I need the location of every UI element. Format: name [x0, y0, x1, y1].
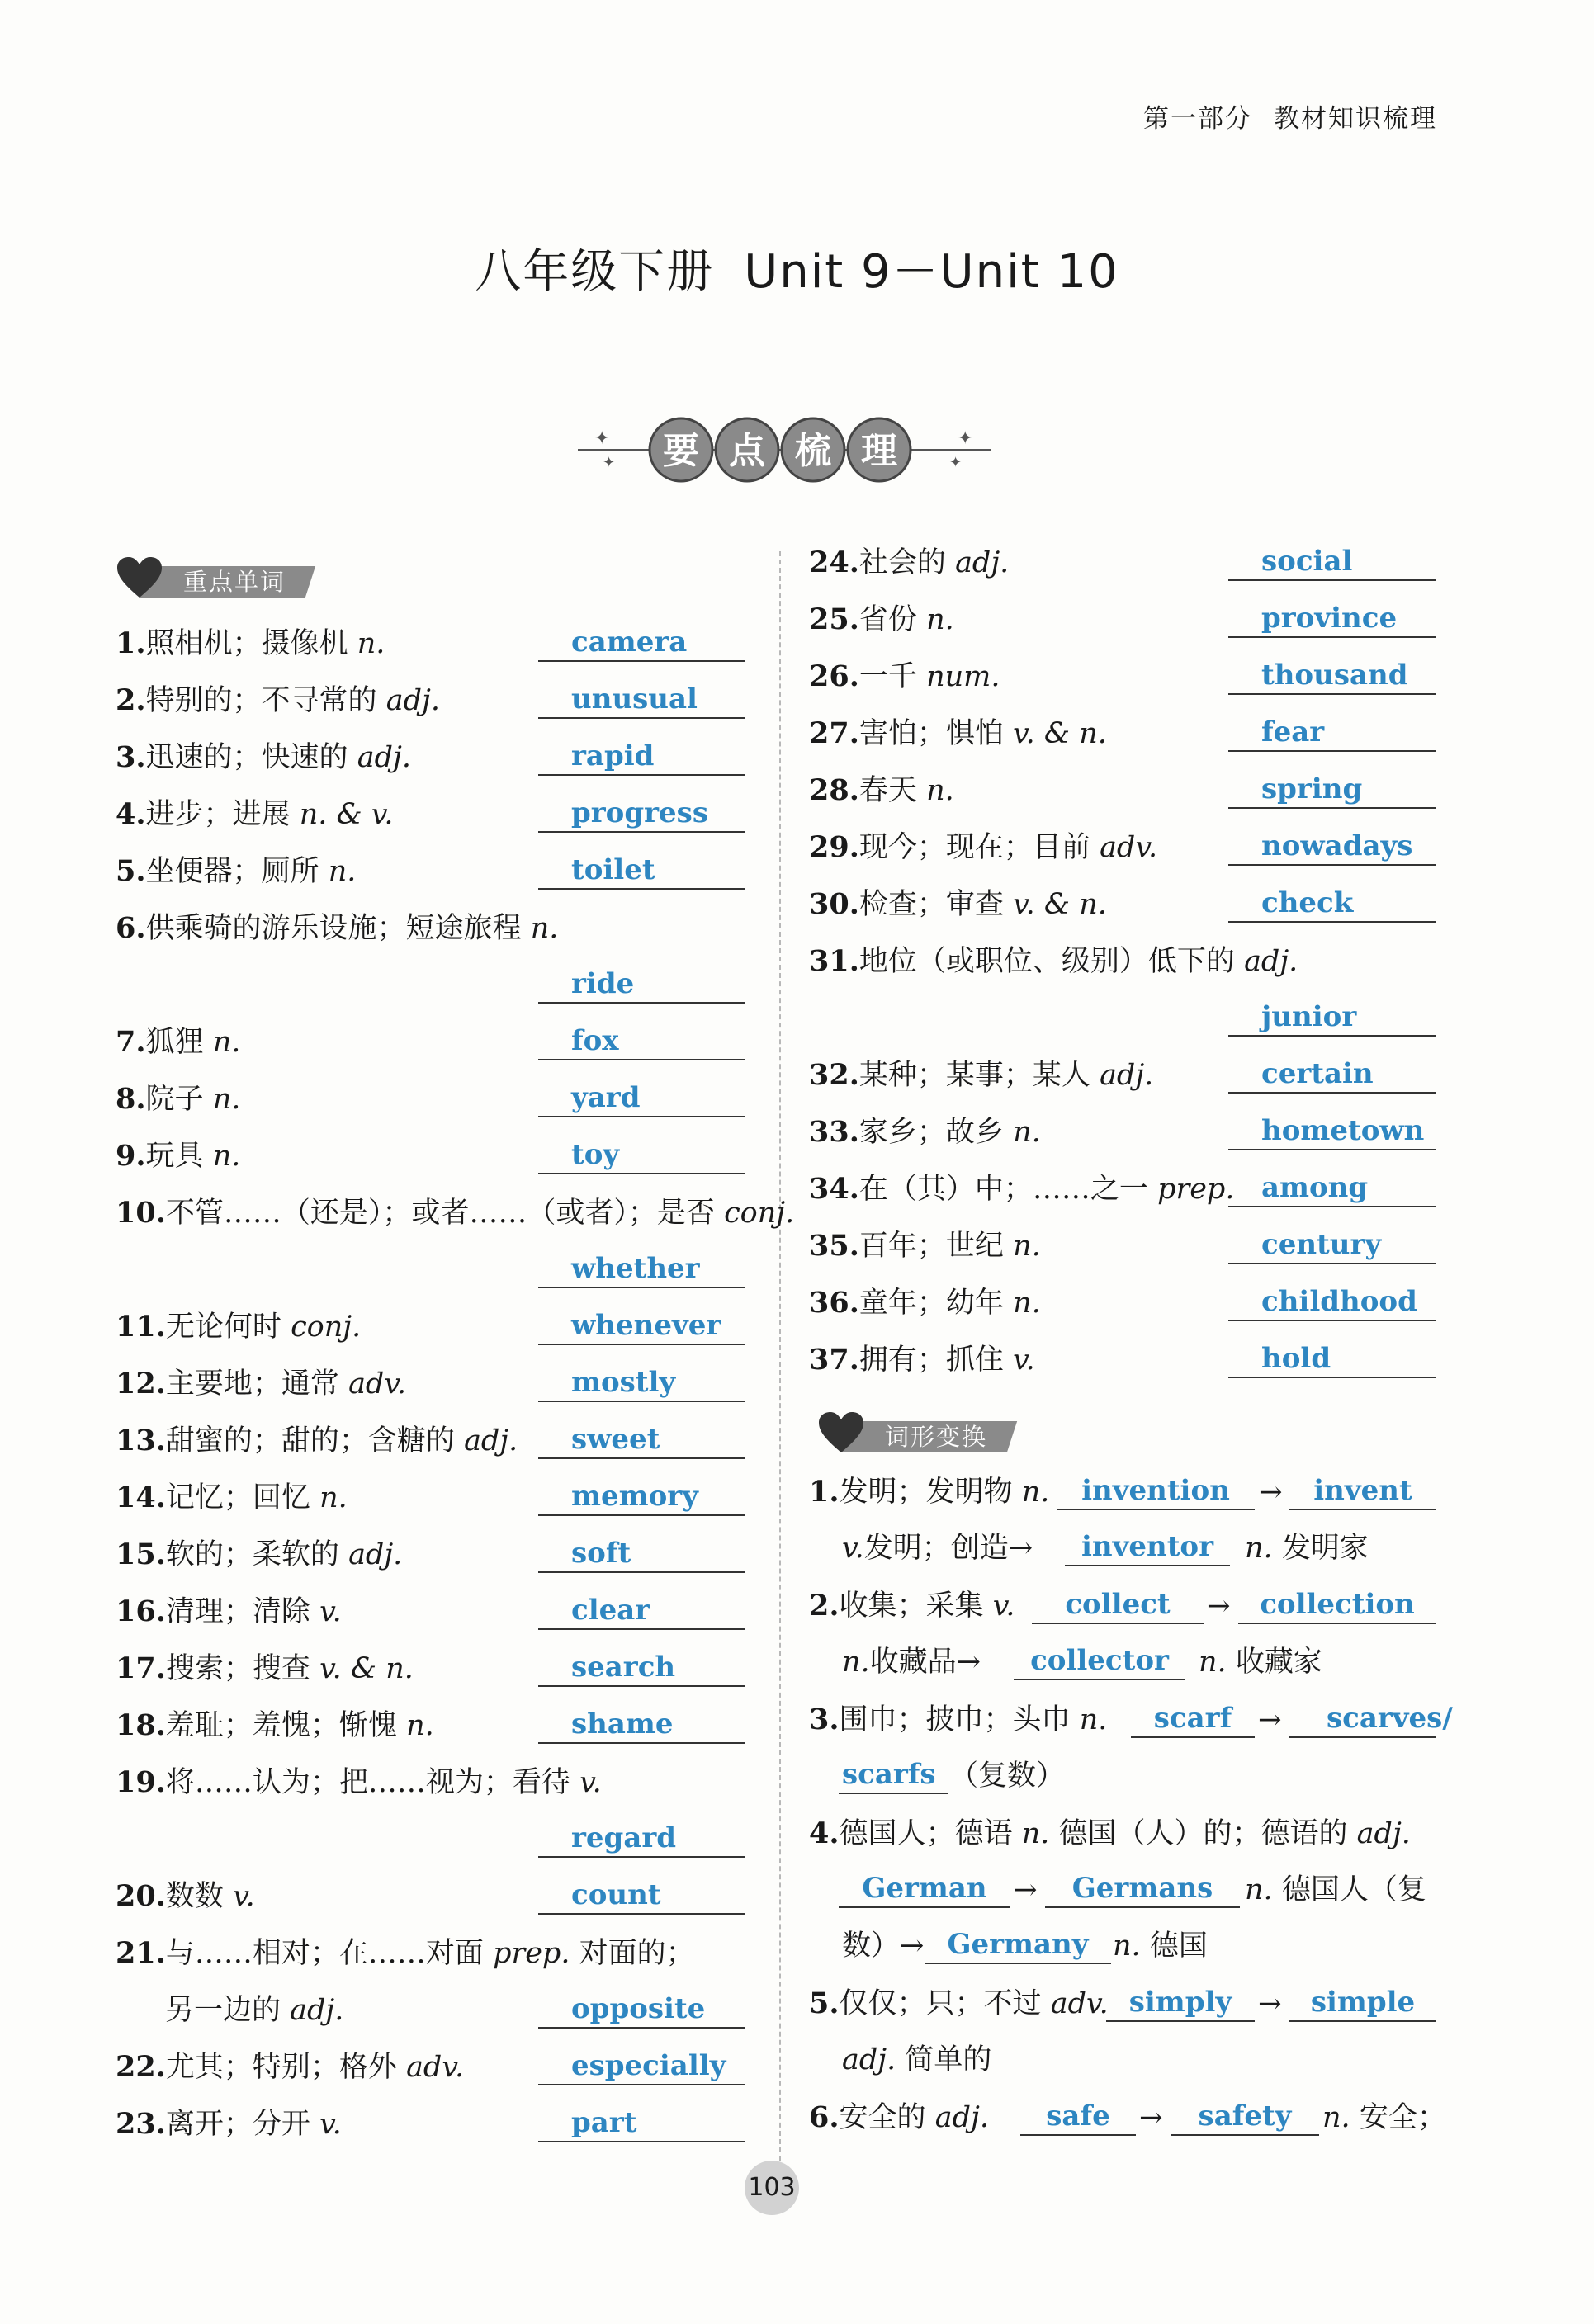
answer-blank [1228, 829, 1436, 866]
banner-char: 梳 [795, 430, 831, 472]
vocab-item [809, 943, 1298, 980]
item-pos: adj. [464, 1424, 518, 1457]
item-number: 12. [116, 1367, 166, 1401]
vocab-item [809, 1057, 1153, 1094]
answer-text: memory [571, 1480, 698, 1513]
form-4-line-2: n. 德国人（复 [1245, 1873, 1426, 1906]
item-number: 11. [116, 1310, 166, 1344]
answer-text: province [1261, 602, 1398, 635]
answer-text: among [1261, 1171, 1369, 1204]
item-number: 17. [116, 1651, 166, 1685]
item-pos: n. & v. [299, 798, 394, 831]
answer-blank [1228, 1285, 1436, 1321]
form-answer: Germans [1045, 1872, 1240, 1908]
form-answer: safety [1171, 2100, 1319, 2136]
vocab-item [116, 1309, 361, 1345]
item-chinese: 供乘骑的游乐设施；短途旅程 [145, 912, 522, 945]
vocab-item [116, 1651, 414, 1687]
vocab-item [809, 772, 954, 809]
item-chinese: 百年；世纪 [858, 1230, 1004, 1263]
item-chinese: 狐狸 [145, 1026, 204, 1059]
arrow-icon: → [1258, 1703, 1282, 1736]
arrow-icon: → [1207, 1589, 1231, 1623]
item-pos: v. & n. [1013, 717, 1107, 750]
item-number: 29. [809, 830, 859, 864]
item-chinese: 不管……（还是）；或者……（或者）；是否 [165, 1197, 715, 1230]
vocab-item [116, 1195, 794, 1231]
item-pos: v. & n. [319, 1652, 414, 1685]
vocab-item [116, 1935, 695, 1972]
arrow-icon: → [1014, 1873, 1038, 1906]
answer-text: yard [571, 1081, 641, 1114]
answer-text: junior [1261, 1000, 1357, 1033]
form-answer: collector [1014, 1644, 1185, 1680]
form-6-line-1: 6.安全的 adj. [809, 2100, 989, 2134]
vocab-item [809, 1228, 1041, 1264]
item-pos: adj. [955, 546, 1010, 579]
form-answer: collect [1032, 1588, 1204, 1624]
answer-blank [538, 853, 745, 890]
heart-icon [116, 556, 163, 599]
item-number: 22. [116, 2050, 166, 2084]
answer-text: fox [571, 1024, 619, 1057]
answer-blank [538, 1423, 745, 1459]
page-header [1122, 97, 1437, 135]
answer-text: fear [1261, 716, 1325, 749]
item-number: 2. [116, 683, 146, 717]
item-chinese: 将……认为；把……视为；看待 [165, 1766, 570, 1799]
answer-blank [538, 1878, 745, 1915]
item-chinese: 拥有；抓住 [858, 1344, 1004, 1377]
item-pos: prep. [493, 1937, 570, 1970]
item-chinese: 童年；幼年 [858, 1287, 1004, 1320]
item-chinese: 现今；现在；目前 [858, 831, 1090, 864]
answer-blank [538, 1708, 745, 1744]
vocab-item [116, 2049, 464, 2085]
item-pos: adv. [1100, 831, 1158, 864]
answer-blank [538, 1138, 745, 1174]
answer-text: shame [571, 1708, 674, 1741]
item-chinese: 玩具 [145, 1140, 204, 1173]
answer-text: progress [571, 796, 708, 829]
answer-text: rapid [571, 739, 655, 772]
vocab-item [116, 910, 558, 947]
item-pos: prep. [1157, 1173, 1235, 1206]
item-chinese: 害怕；惧怕 [858, 717, 1004, 750]
item-number: 24. [809, 546, 859, 579]
form-1-line-2b: n. 发明家 [1245, 1532, 1369, 1565]
item-number: 19. [116, 1765, 166, 1799]
answer-blank [1228, 886, 1436, 923]
item-chinese: 数数 [165, 1880, 224, 1913]
item-pos: conj. [724, 1197, 795, 1230]
answer-blank [538, 1081, 745, 1117]
vocab-item [809, 829, 1157, 866]
answer-text: clear [571, 1594, 650, 1627]
item-chinese: 特别的；不寻常的 [145, 684, 377, 717]
item-pos: adv. [406, 2051, 465, 2084]
answer-text: check [1261, 886, 1354, 919]
item-chinese: 地位（或职位、级别）低下的 [858, 945, 1235, 978]
form-4-line-3b: n. 德国 [1113, 1930, 1208, 1963]
item-chinese: 迅速的；快速的 [145, 741, 348, 774]
answer-blank [538, 683, 745, 719]
item-number: 4. [116, 797, 146, 831]
answer-text: whenever [571, 1309, 721, 1342]
form-answer: German [839, 1872, 1010, 1908]
answer-text: sweet [571, 1423, 660, 1456]
vocab-item [116, 1138, 240, 1174]
item-chinese: 离开；分开 [165, 2108, 310, 2141]
answer-text: mostly [571, 1366, 676, 1399]
item-pos: adv. [348, 1367, 407, 1401]
vocab-item [809, 602, 954, 638]
answer-blank [538, 1537, 745, 1573]
form-answer: safe [1020, 2100, 1136, 2136]
answer-blank [538, 1651, 745, 1687]
vocab-item [116, 1708, 434, 1744]
item-pos-2: adj. [290, 1994, 344, 2027]
vocab-item [116, 626, 385, 662]
vocab-item [809, 545, 1009, 581]
item-chinese: 一千 [858, 660, 917, 693]
vocab-item [116, 1480, 348, 1516]
form-6-line-1b: n. 安全； [1322, 2101, 1446, 2134]
item-number: 13. [116, 1424, 166, 1457]
answer-text: nowadays [1261, 829, 1413, 862]
vocab-item [809, 1342, 1035, 1378]
answer-text: especially [571, 2049, 726, 2082]
item-number: 34. [809, 1172, 859, 1206]
item-pos: n. [212, 1026, 241, 1059]
svg-text:✦: ✦ [958, 428, 973, 449]
item-number: 6. [116, 911, 146, 945]
book-title: 八年级下册 [475, 245, 715, 299]
svg-text:✦: ✦ [594, 428, 610, 449]
form-2-line-2b: n. 收藏家 [1199, 1646, 1322, 1679]
item-pos: n. [1013, 1230, 1041, 1263]
answer-text: social [1261, 545, 1353, 578]
item-pos: n. [357, 627, 385, 660]
answer-text: spring [1261, 772, 1363, 805]
vocab-item [116, 1081, 240, 1117]
page-title [0, 235, 1594, 301]
item-chinese: 记忆；回忆 [165, 1481, 310, 1514]
item-number: 21. [116, 1936, 166, 1970]
answer-blank [1228, 1000, 1436, 1037]
item-chinese: 某种；某事；某人 [858, 1059, 1090, 1092]
item-pos: adj. [348, 1538, 403, 1571]
item-chinese: 春天 [858, 774, 917, 807]
answer-blank [538, 2106, 745, 2142]
item-chinese: 甜蜜的；甜的；含糖的 [165, 1424, 455, 1457]
form-2-line-1: 2.收集；采集 v. [809, 1589, 1015, 1623]
item-chinese: 社会的 [858, 546, 946, 579]
banner-char: 点 [729, 430, 765, 472]
answer-blank [538, 1992, 745, 2029]
form-3-line-1: 3.围巾；披巾；头巾 n. [809, 1703, 1108, 1736]
form-answer: invent [1289, 1474, 1436, 1510]
answer-text: camera [571, 626, 688, 659]
answer-text: century [1261, 1228, 1382, 1261]
item-pos: n. [212, 1083, 241, 1116]
vocab-item [809, 886, 1107, 923]
arrow-icon: → [1259, 1476, 1283, 1509]
answer-text: thousand [1261, 659, 1408, 692]
item-number: 23. [116, 2107, 166, 2141]
item-number: 16. [116, 1594, 166, 1628]
answer-text: hometown [1261, 1114, 1425, 1147]
item-number: 20. [116, 1879, 166, 1913]
item-number: 1. [116, 626, 146, 660]
item-chinese: 省份 [858, 603, 917, 636]
item-pos: n. [406, 1709, 434, 1742]
answer-blank [538, 1480, 745, 1516]
item-chinese: 尤其；特别；格外 [165, 2051, 397, 2084]
vocab-item [116, 1366, 406, 1402]
item-chinese: 进步；进展 [145, 798, 291, 831]
item-number: 5. [116, 854, 146, 888]
answer-blank [538, 1024, 745, 1060]
form-answer: scarf [1131, 1702, 1255, 1738]
item-number: 31. [809, 944, 859, 978]
forms-badge [817, 1416, 1028, 1451]
item-pos: n. [1013, 1287, 1041, 1320]
item-chinese: 与……相对；在……对面 [165, 1937, 484, 1970]
section-banner [570, 413, 999, 487]
item-chinese-3: 另一边的 [165, 1994, 291, 2027]
item-number: 9. [116, 1139, 146, 1173]
form-answer: scarfs [839, 1758, 948, 1794]
answer-blank [538, 1821, 745, 1858]
answer-text: toy [571, 1138, 620, 1171]
answer-blank [538, 967, 745, 1004]
item-number: 14. [116, 1481, 166, 1514]
item-pos: n. [328, 855, 357, 888]
arrow-icon: → [1139, 2101, 1163, 2134]
answer-text: part [571, 2106, 637, 2139]
form-1-line-2: v.发明；创造→ [842, 1532, 1033, 1565]
vocab-item [809, 659, 1000, 695]
answer-blank [538, 1366, 745, 1402]
form-answer: invention [1057, 1474, 1255, 1510]
forms-badge-label: 词形变换 [885, 1423, 988, 1451]
form-answer: Germany [925, 1928, 1111, 1964]
item-number: 25. [809, 602, 859, 636]
item-pos: v. [319, 1595, 342, 1628]
vocab-item-cont [165, 1992, 343, 2029]
item-chinese-2: 对面的； [570, 1937, 695, 1970]
item-number: 30. [809, 887, 859, 921]
item-number: 33. [809, 1115, 859, 1149]
vocab-item [116, 1764, 602, 1801]
item-pos: v. [319, 2108, 342, 2141]
item-pos: conj. [291, 1311, 362, 1344]
vocab-badge [116, 561, 326, 596]
heart-icon [817, 1411, 865, 1454]
answer-text: whether [571, 1252, 700, 1285]
item-chinese: 软的；柔软的 [165, 1538, 339, 1571]
item-number: 32. [809, 1058, 859, 1092]
item-pos: n. [1013, 1116, 1041, 1149]
vocab-item [116, 1878, 255, 1915]
item-number: 26. [809, 659, 859, 693]
item-number: 15. [116, 1538, 166, 1571]
answer-blank [1228, 716, 1436, 752]
answer-text: toilet [571, 853, 655, 886]
section-label: 教材知识梳理 [1274, 104, 1437, 134]
answer-blank [538, 796, 745, 833]
answer-blank [1228, 545, 1436, 581]
vocab-item [809, 1171, 1234, 1207]
form-answer: simply [1106, 1986, 1255, 2022]
answer-text: regard [571, 1821, 677, 1854]
item-number: 10. [116, 1196, 166, 1230]
item-pos: n. [212, 1140, 241, 1173]
answer-text: ride [571, 967, 635, 1000]
item-chinese: 羞耻；羞愧；惭愧 [165, 1709, 397, 1742]
item-chinese: 无论何时 [165, 1311, 281, 1344]
answer-text: opposite [571, 1992, 706, 2025]
item-chinese: 检查；审查 [858, 888, 1004, 921]
unit-range: Unit 9－Unit 10 [744, 245, 1119, 299]
item-pos: adj. [385, 684, 440, 717]
item-number: 28. [809, 773, 859, 807]
answer-text: unusual [571, 683, 698, 716]
vocab-item [116, 1537, 402, 1573]
item-pos: n. [926, 603, 954, 636]
vocab-item [116, 683, 440, 719]
item-pos: n. [926, 774, 954, 807]
answer-blank [1228, 1171, 1436, 1207]
item-pos: n. [319, 1481, 348, 1514]
item-chinese: 搜索；搜查 [165, 1652, 310, 1685]
vocab-item [809, 1114, 1041, 1150]
answer-blank [1228, 1114, 1436, 1150]
item-pos: v. [233, 1880, 255, 1913]
item-chinese: 坐便器；厕所 [145, 855, 319, 888]
answer-blank [538, 1309, 745, 1345]
item-chinese: 照相机；摄像机 [145, 627, 348, 660]
answer-text: hold [1261, 1342, 1331, 1375]
svg-text:✦: ✦ [949, 454, 963, 471]
item-number: 7. [116, 1025, 146, 1059]
form-2-line-2: n.收藏品→ [842, 1646, 981, 1679]
vocab-item [116, 1423, 518, 1459]
svg-text:✦: ✦ [603, 454, 616, 471]
answer-blank [1228, 602, 1436, 638]
vocab-item [116, 796, 394, 833]
item-number: 18. [116, 1708, 166, 1742]
answer-blank [538, 626, 745, 662]
item-number: 8. [116, 1082, 146, 1116]
vocab-item [116, 853, 356, 890]
answer-blank [538, 1594, 745, 1630]
form-answer: simple [1289, 1986, 1436, 2022]
answer-blank [1228, 659, 1436, 695]
item-chinese: 院子 [145, 1083, 204, 1116]
item-pos: n. [530, 912, 559, 945]
form-4-line-3: 数）→ [842, 1930, 925, 1963]
banner-char: 理 [861, 430, 897, 472]
answer-text: certain [1261, 1057, 1374, 1090]
item-number: 3. [116, 740, 146, 774]
item-pos: adj. [1100, 1059, 1154, 1092]
answer-blank [538, 1252, 745, 1288]
vocab-item [116, 1024, 240, 1060]
item-chinese: 主要地；通常 [165, 1367, 339, 1401]
form-4-line-1: 4.德国人；德语 n. 德国（人）的；德语的 adj. [809, 1816, 1411, 1850]
form-3-line-2: （复数） [949, 1760, 1066, 1793]
answer-blank [1228, 1342, 1436, 1378]
form-5-line-2: adj. 简单的 [842, 2043, 992, 2076]
item-chinese: 家乡；故乡 [858, 1116, 1004, 1149]
item-pos: v. [1013, 1344, 1035, 1377]
answer-text: soft [571, 1537, 631, 1570]
answer-blank [538, 2049, 745, 2085]
banner-char: 要 [663, 430, 699, 472]
answer-text: count [571, 1878, 661, 1911]
form-answer: inventor [1065, 1530, 1230, 1566]
answer-blank [538, 739, 745, 776]
item-pos: v. [579, 1766, 602, 1799]
vocab-item [809, 1285, 1041, 1321]
item-number: 35. [809, 1229, 859, 1263]
item-pos: adj. [357, 741, 411, 774]
answer-blank [1228, 772, 1436, 809]
answer-text: childhood [1261, 1285, 1417, 1318]
vocab-item [116, 739, 411, 776]
item-number: 36. [809, 1286, 859, 1320]
page-number: 103 [745, 2161, 799, 2215]
part-label: 第一部分 [1143, 104, 1252, 134]
item-number: 27. [809, 716, 859, 750]
answer-text: search [571, 1651, 676, 1684]
form-answer: scarves/ [1289, 1702, 1436, 1738]
vocab-item [116, 1594, 342, 1630]
answer-blank [1228, 1057, 1436, 1094]
item-number: 37. [809, 1343, 859, 1377]
vocab-item [116, 2106, 342, 2142]
form-1-line-1: 1.发明；发明物 n. [809, 1475, 1050, 1509]
item-chinese: 清理；清除 [165, 1595, 310, 1628]
vocab-badge-label: 重点单词 [183, 568, 286, 596]
vocab-item [809, 716, 1107, 752]
column-divider [779, 551, 783, 2161]
item-chinese: 在（其）中；……之一 [858, 1173, 1148, 1206]
form-5-line-1: 5.仅仅；只；不过 adv. [809, 1986, 1109, 2020]
item-pos: adj. [1244, 945, 1298, 978]
arrow-icon: → [1258, 1987, 1282, 2020]
item-pos: v. & n. [1013, 888, 1107, 921]
answer-blank [1228, 1228, 1436, 1264]
item-pos: num. [926, 660, 1000, 693]
form-answer: collection [1238, 1588, 1436, 1624]
